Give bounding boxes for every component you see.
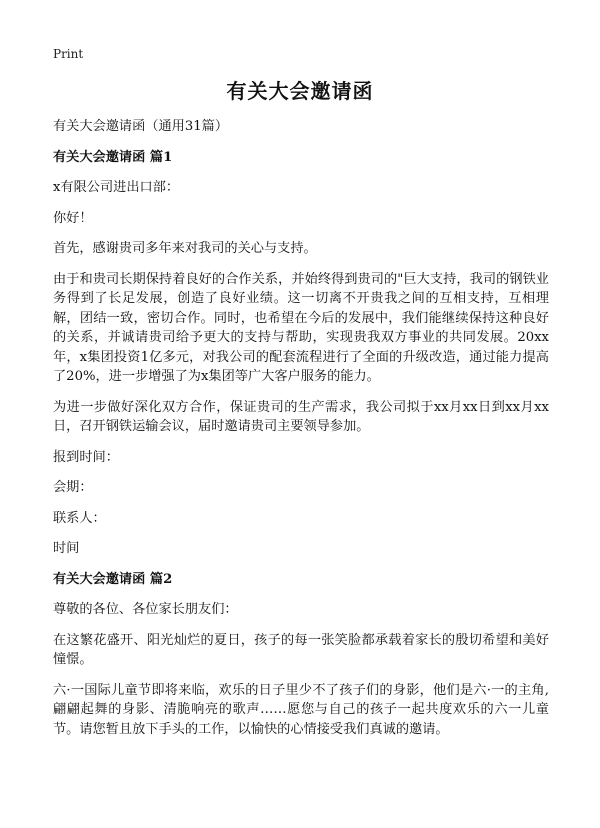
section-heading-2: 有关大会邀请函 篇2 (53, 571, 173, 587)
section-1-paragraph: x有限公司进出口部： (53, 180, 180, 195)
section-1-paragraph: 你好！ (53, 210, 93, 226)
section-1-paragraph: 首先，感谢贵司多年来对我司的关心与支持。 (53, 241, 317, 256)
section-heading-1: 有关大会邀请函 篇1 (53, 149, 173, 165)
print-link[interactable]: Print (53, 47, 84, 61)
section-1-paragraph: 由于和贵司长期保持着良好的合作关系，并始终得到贵司的"巨大支持，我司的钢铁业务得到了长足发展，创造了良好业绩。这一切离不开贵我之间的互相支持，互相理解，团结一致，密切合作。同时，也希望在今后的发展中，我们能继续保持这种良好的关系，并诚请贵司给予更大的支持与帮助，实现贵我双方事业的共同发展。20xx年，x集团投资1亿多元，对我公司的配套流程进行了全面的升级改造，通过能力提高了20%，进一步增强了为x集团等广大客户服务的能力。 (53, 271, 549, 384)
section-2-paragraph: 六·一国际儿童节即将来临，欢乐的日子里少不了孩子们的身影，他们是六·一的主角,翩翩起舞的身影、清脆响亮的歌声……愿您与自己的孩子一起共度欢乐的六一儿童节。请您暂且放下手头的工作，以愉快的心情接受我们真诚的邀请。 (53, 682, 549, 737)
document-body (53, 117, 549, 750)
section-2-paragraph: 尊敬的各位、各位家长朋友们： (53, 602, 238, 617)
section-1-paragraph: 时间 (53, 541, 80, 556)
section-1-paragraph: 报到时间： (53, 449, 119, 465)
document-title: 有关大会邀请函 (226, 79, 374, 103)
section-1-paragraph: 联系人： (53, 510, 106, 526)
document-subtitle: 有关大会邀请函（通用31篇） (53, 119, 229, 134)
section-1-paragraph: 为进一步做好深化双方合作，保证贵司的生产需求，我公司拟于xx月xx日到xx月xx日，召开钢铁运输会议，届时邀请贵司主要领导参加。 (53, 399, 549, 434)
section-1-paragraph: 会期： (53, 480, 93, 495)
section-2-paragraph: 在这繁花盛开、阳光灿烂的夏日，孩子的每一张笑脸都承载着家长的殷切希望和美好憧憬。 (53, 632, 549, 667)
